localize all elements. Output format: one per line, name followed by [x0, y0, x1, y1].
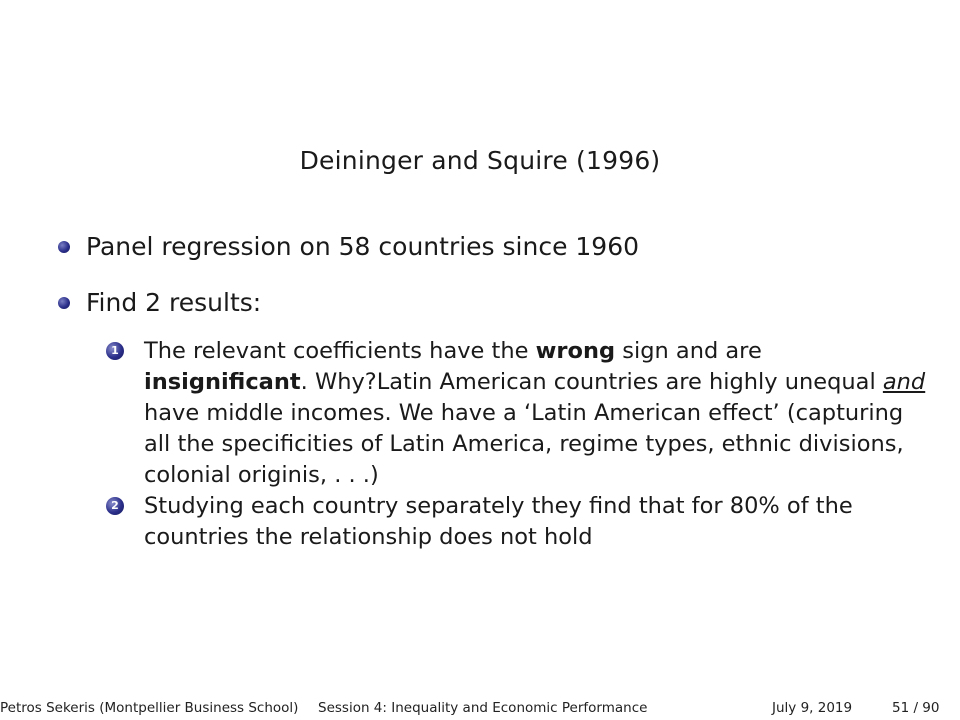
- bullet-item-2: [58, 288, 261, 317]
- text-run: . Why?Latin American countries are highly unequal: [300, 369, 883, 395]
- text-run: have middle incomes. We have a ‘Latin American effect’ (capturing all the specificities of Latin America, regime types, ethnic divisions, colonial originis, . . .): [144, 400, 904, 488]
- numbered-item-text: Studying each country separately they find that for 80% of the countries the relationship does not hold: [144, 493, 853, 550]
- bold-text: insignificant: [144, 369, 301, 395]
- bullet-text: Panel regression on 58 countries since 1960: [86, 232, 640, 261]
- text-run: sign and are: [615, 338, 762, 364]
- numbered-item-2: [106, 491, 926, 553]
- number-badge-icon: 2: [106, 497, 124, 515]
- bullet-dot-icon: [58, 241, 70, 253]
- bold-text: wrong: [535, 338, 616, 364]
- numbered-item-text: [144, 336, 926, 491]
- text-run: The relevant coefficients have the: [144, 338, 536, 364]
- footer-date: July 9, 2019: [772, 700, 853, 716]
- emphasized-text: and: [882, 369, 926, 395]
- bullet-text: Find 2 results:: [86, 288, 262, 317]
- slide-title: Deininger and Squire (1996): [299, 146, 661, 175]
- footer: [0, 698, 960, 720]
- footer-author: Petros Sekeris (Montpellier Business School): [0, 700, 299, 716]
- number-badge-icon: 1: [106, 342, 124, 360]
- bullet-dot-icon: [58, 297, 70, 309]
- numbered-list: [106, 336, 926, 553]
- numbered-item-1: [106, 336, 926, 491]
- footer-page-number: 51 / 90: [892, 700, 940, 716]
- bullet-item-1: [58, 232, 639, 261]
- footer-session: Session 4: Inequality and Economic Performance: [318, 700, 648, 716]
